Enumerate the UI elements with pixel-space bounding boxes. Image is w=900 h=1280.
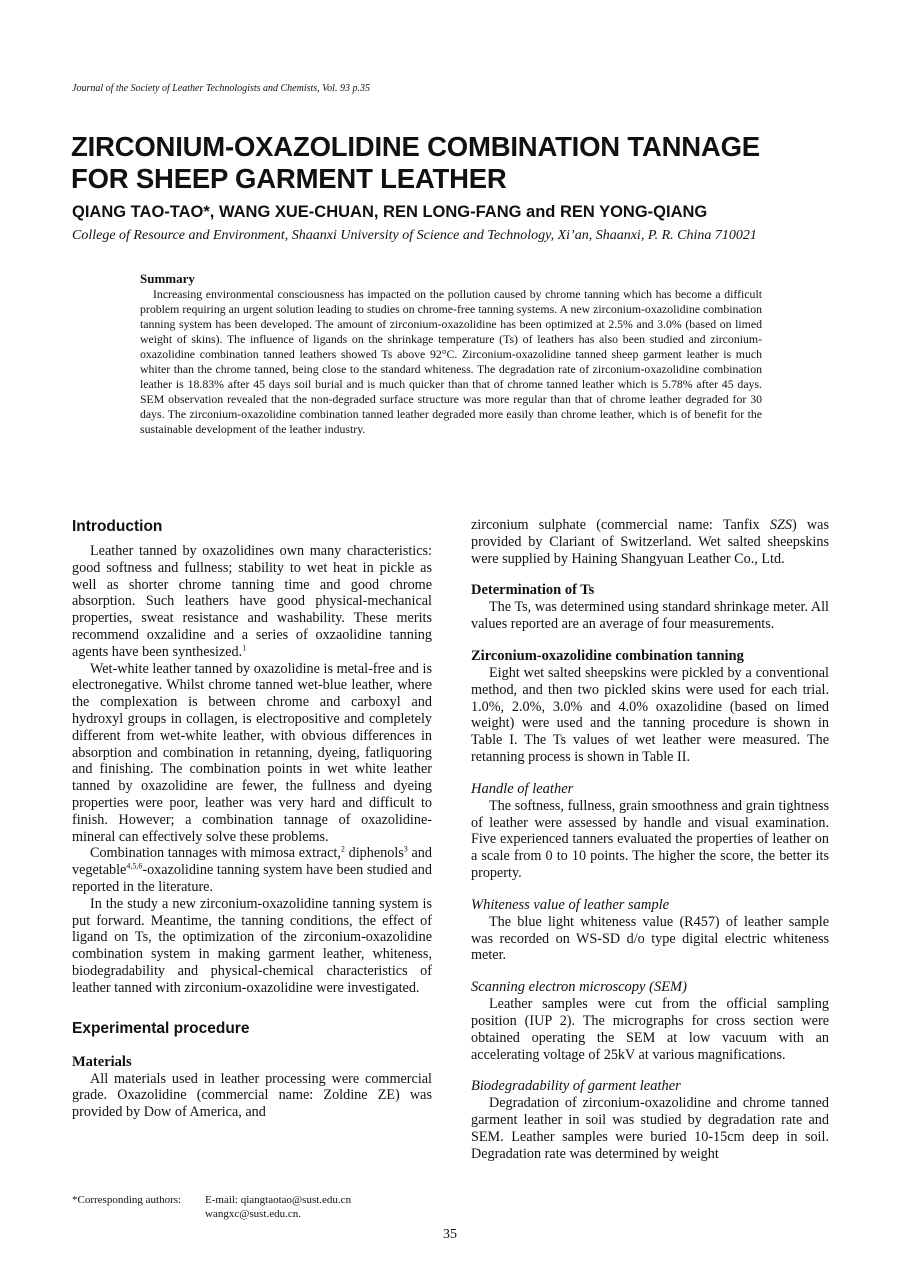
right-column <box>471 517 829 1163</box>
combination-tanning-heading: Zirconium-oxazolidine combination tanning <box>471 647 744 664</box>
experimental-heading: Experimental procedure <box>72 1019 250 1037</box>
whiteness-paragraph: The blue light whiteness value (R457) of leather sample was recorded on WS-SD d/o type digital electric whiteness meter. <box>471 913 829 964</box>
summary-block <box>140 271 762 437</box>
title-line-2: FOR SHEEP GARMENT LEATHER <box>71 163 507 194</box>
materials-heading: Materials <box>72 1053 132 1070</box>
intro-paragraph-3: Combination tannages with mimosa extract,$^2$ diphenols$^3$ and vegetable$^{4,5,6}$-oxazolidine tanning system have been studied and reported in the literature. <box>72 844 432 895</box>
email-2: wangxc@sust.edu.cn. <box>205 1208 301 1220</box>
materials-paragraph: All materials used in leather processing were commercial grade. Oxazolidine (commercial name: Zoldine ZE) was provided by Dow of America, and <box>72 1070 432 1121</box>
biodegradability-heading: Biodegradability of garment leather <box>471 1078 681 1095</box>
summary-heading: Summary <box>140 271 195 286</box>
sem-paragraph: Leather samples were cut from the official sampling position (IUP 2). The micrographs for cross section were obtained operating the SEM at low vacuum with an accelerating voltage of 25kV at various magnifications. <box>471 996 829 1063</box>
citation-ref: 1 <box>242 643 247 653</box>
page-number: 35 <box>443 1227 457 1242</box>
corresponding-author-footnote <box>72 1193 351 1221</box>
footnote-label: *Corresponding authors: <box>72 1194 182 1206</box>
biodegradability-paragraph: Degradation of zirconium-oxazolidine and chrome tanned garment leather in soil was studied by degradation rate and SEM. Leather samples were buried 10-15cm deep in soil. Degradation rate was determined by weight <box>471 1095 829 1162</box>
citation-ref: 2 <box>340 844 345 854</box>
sem-heading: Scanning electron microscopy (SEM) <box>471 979 687 996</box>
handle-heading: Handle of leather <box>471 780 574 797</box>
handle-paragraph: The softness, fullness, grain smoothness and grain tightness of leather were assessed by handle and visual examination. Five experienced tanners evaluated the properties of leather on a scale from 0 to 10 points. The higher the score, the better its property. <box>471 797 829 881</box>
combination-tanning-paragraph: Eight wet salted sheepskins were pickled by a conventional method, and then two pickled skins were used for each trial. 1.0%, 2.0%, 3.0% and 4.0% oxazolidine (based on limed weight) were used and the tanning procedure is shown in Table I. The Ts values of wet leather were measured. The retanning process is shown in Table II. <box>471 664 829 765</box>
citation-ref: 4,5,6 <box>126 861 143 871</box>
left-column <box>72 517 432 1121</box>
intro-paragraph-4: In the study a new zirconium-oxazolidine tanning system is put forward. Meantime, the tanning conditions, the effect of ligand on Ts, the optimization of the zirconium-oxazolidine combination system in making garment leather, whiteness, biodegradability and physical-chemical characteristics of leather tanned with zirconium-oxazolidine were investigated. <box>72 895 432 996</box>
intro-paragraph-1: Leather tanned by oxazolidines own many characteristics: good softness and fullness; stability to wet heat in pickle as well as shorter chrome tanning time and good chrome absorption. Such leathers have good physical-mechanical properties, sweat resistance and washability. These merits recommend oxzalidine and a series of oxzaolidine tanning agents have been synthesized.$^1$ <box>72 543 432 660</box>
article-title <box>71 131 851 195</box>
whiteness-heading: Whiteness value of leather sample <box>471 896 670 913</box>
ts-paragraph: The Ts, was determined using standard shrinkage meter. All values reported are an average of four measurements. <box>471 599 829 633</box>
ts-heading: Determination of Ts <box>471 582 595 599</box>
author-list: QIANG TAO-TAO*, WANG XUE-CHUAN, REN LONG-FANG and REN YONG-QIANG <box>72 203 708 221</box>
citation-ref: 3 <box>403 844 408 854</box>
affiliation: College of Resource and Environment, Shaanxi University of Science and Technology, Xi’an, Shaanxi, P. R. China 710021 <box>72 228 757 243</box>
intro-paragraph-2: Wet-white leather tanned by oxazolidine is metal-free and is electronegative. Whilst chrome tanned wet-blue leather, where the complexation is between chrome and carboxyl and hydroxyl groups in collagen, is electropositive and completely different from wet-white leather, with obvious differences in absorption and combination in retanning, dyeing, fatliquoring and finishing. The combination points in wet white leather tanned by oxazolidine are fewer, the fullness and dyeing properties were poor, leather was very hard and difficult to finish. However; a combination tannage of oxazolidine-mineral can effectively solve these problems. <box>72 660 432 845</box>
title-line-1: ZIRCONIUM-OXAZOLIDINE COMBINATION TANNAGE <box>71 131 760 162</box>
introduction-heading: Introduction <box>72 518 163 535</box>
journal-header: Journal of the Society of Leather Technologists and Chemists, Vol. 93 p.35 <box>72 83 370 94</box>
email-1: E-mail: qiangtaotao@sust.edu.cn <box>205 1194 352 1206</box>
summary-text: Increasing environmental consciousness has impacted on the pollution caused by chrome tanning which has become a difficult problem requiring an urgent solution leading to studies on chrome-free tanning systems. A new zirconium-oxazolidine combination tanning system has been developed. The amount of zirconium-oxazolidine has been optimized at 2.5% and 3.0% (based on limed weight of skins). The influence of ligands on the shrinkage temperature (Ts) of leathers has also been studied and zirconium-oxazolidine combination tanned leathers showed Ts above 92°C. Zirconium-oxazolidine tanned sheep garment leather is much whiter than the chrome tanned, being close to the standard whiteness. The degradation rate of zirconium-oxazolidine combination leather is 18.83% after 45 days soil burial and is much quicker than that of chrome tanned leather which is 5.78% after 45 days. SEM observation revealed that the non-degraded surface structure was more regular than that of chrome leather degraded for 30 days. The zirconium-oxazolidine combination tanned leather degraded more easily than chrome leather, which is of benefit for the sustainable development of the leather industry. <box>140 287 762 436</box>
materials-paragraph-continued: zirconium sulphate (commercial name: Tanfix SZS) was provided by Clariant of Switzerland. Wet salted sheepskins were supplied by Haining Shangyuan Leather Co., Ltd. <box>471 517 829 567</box>
